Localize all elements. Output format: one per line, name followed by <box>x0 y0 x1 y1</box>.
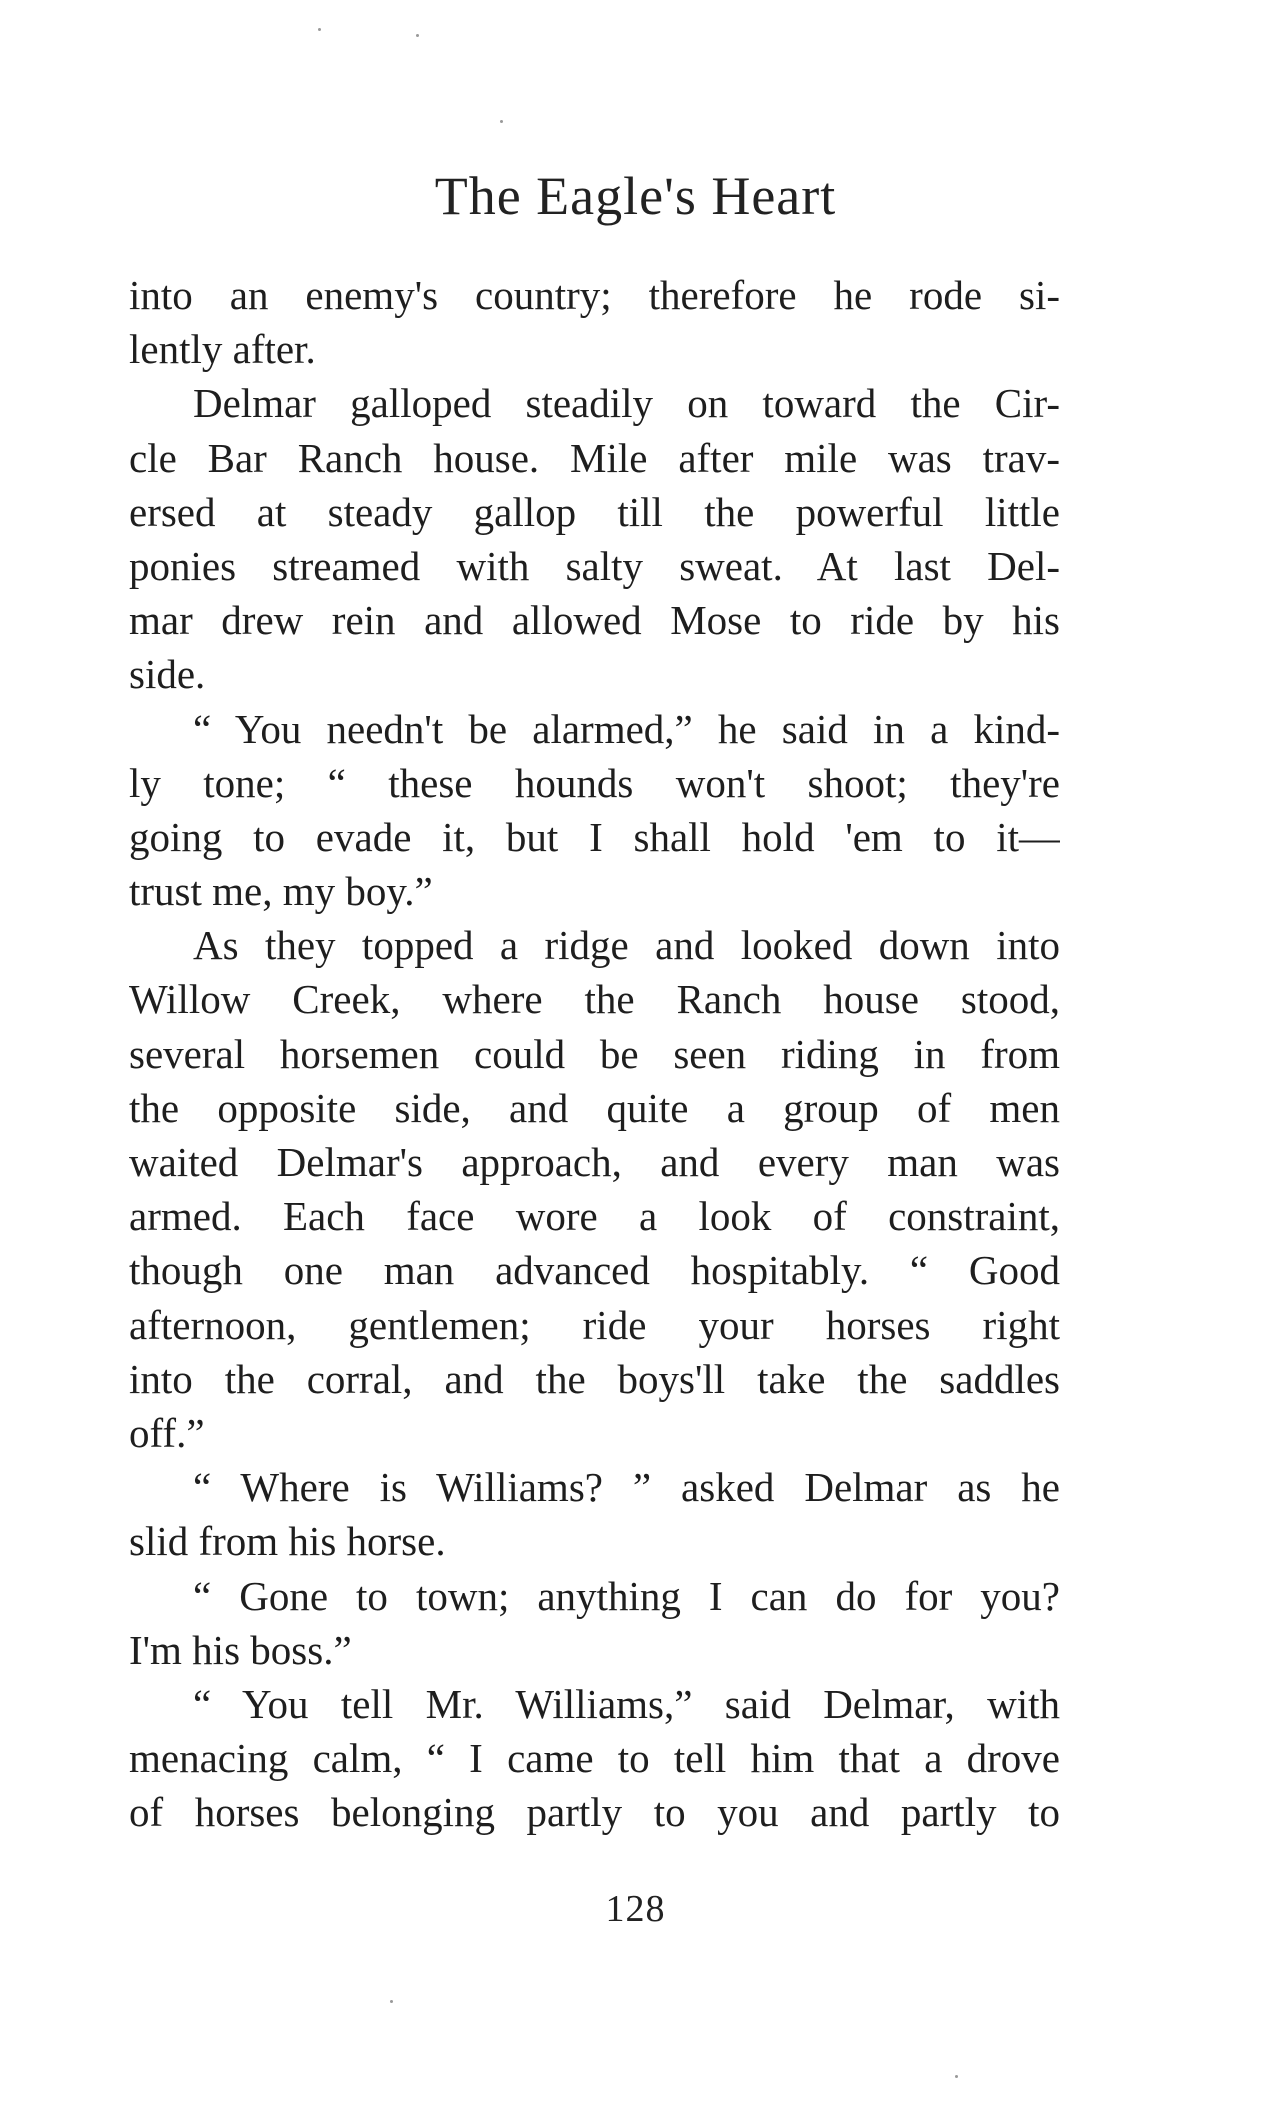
text-line: waited Delmar's approach, and every man was <box>129 1139 1060 1185</box>
text-line: Willow Creek, where the Ranch house stood, <box>129 976 1060 1023</box>
text-line: trust me, my boy.” <box>129 868 433 915</box>
scan-speck <box>318 28 321 31</box>
text-line: the opposite side, and quite a group of men <box>129 1084 1060 1131</box>
text-line: “ Where is Williams? ” asked Delmar as he <box>193 1464 1060 1511</box>
text-line: though one man advanced hospitably. “ Good <box>129 1247 1060 1294</box>
text-line: off.” <box>129 1409 205 1456</box>
text-line: I'm his boss.” <box>129 1626 352 1673</box>
text-line: several horsemen could be seen riding in from <box>129 1030 1060 1077</box>
scan-speck <box>955 2075 958 2078</box>
text-line: ly tone; “ these hounds won't shoot; they're <box>129 759 1060 806</box>
text-line: cle Bar Ranch house. Mile after mile was trav- <box>129 434 1060 481</box>
scan-speck <box>390 2000 393 2003</box>
text-line: armed. Each face wore a look of constraint, <box>129 1193 1060 1240</box>
text-line: lently after. <box>129 326 316 373</box>
text-line: side. <box>129 651 206 698</box>
text-line: going to evade it, but I shall hold 'em to it— <box>129 813 1060 860</box>
text-line: “ Gone to town; anything I can do for you? <box>193 1572 1060 1619</box>
text-line: slid from his horse. <box>129 1518 446 1565</box>
text-line: of horses belonging partly to you and partly to <box>129 1789 1060 1836</box>
text-line: ersed at steady gallop till the powerful little <box>129 488 1060 535</box>
scan-speck <box>416 34 419 37</box>
body-text <box>129 268 1060 1839</box>
page-number: 128 <box>605 1888 666 1930</box>
running-head: The Eagle's Heart <box>434 166 837 226</box>
text-line: ponies streamed with salty sweat. At last Del- <box>129 542 1060 589</box>
text-line: “ You needn't be alarmed,” he said in a kind- <box>193 705 1060 752</box>
text-line: afternoon, gentlemen; ride your horses right <box>129 1301 1060 1348</box>
text-line: “ You tell Mr. Williams,” said Delmar, with <box>193 1680 1060 1727</box>
text-line: mar drew rein and allowed Mose to ride by his <box>129 597 1060 644</box>
text-line: Delmar galloped steadily on toward the Cir- <box>193 380 1060 427</box>
text-line: menacing calm, “ I came to tell him that a drove <box>129 1735 1060 1782</box>
text-line: into the corral, and the boys'll take the saddles <box>129 1355 1060 1402</box>
scan-speck <box>500 120 503 123</box>
text-line: into an enemy's country; therefore he rode si- <box>129 272 1060 318</box>
text-line: As they topped a ridge and looked down into <box>193 922 1060 969</box>
